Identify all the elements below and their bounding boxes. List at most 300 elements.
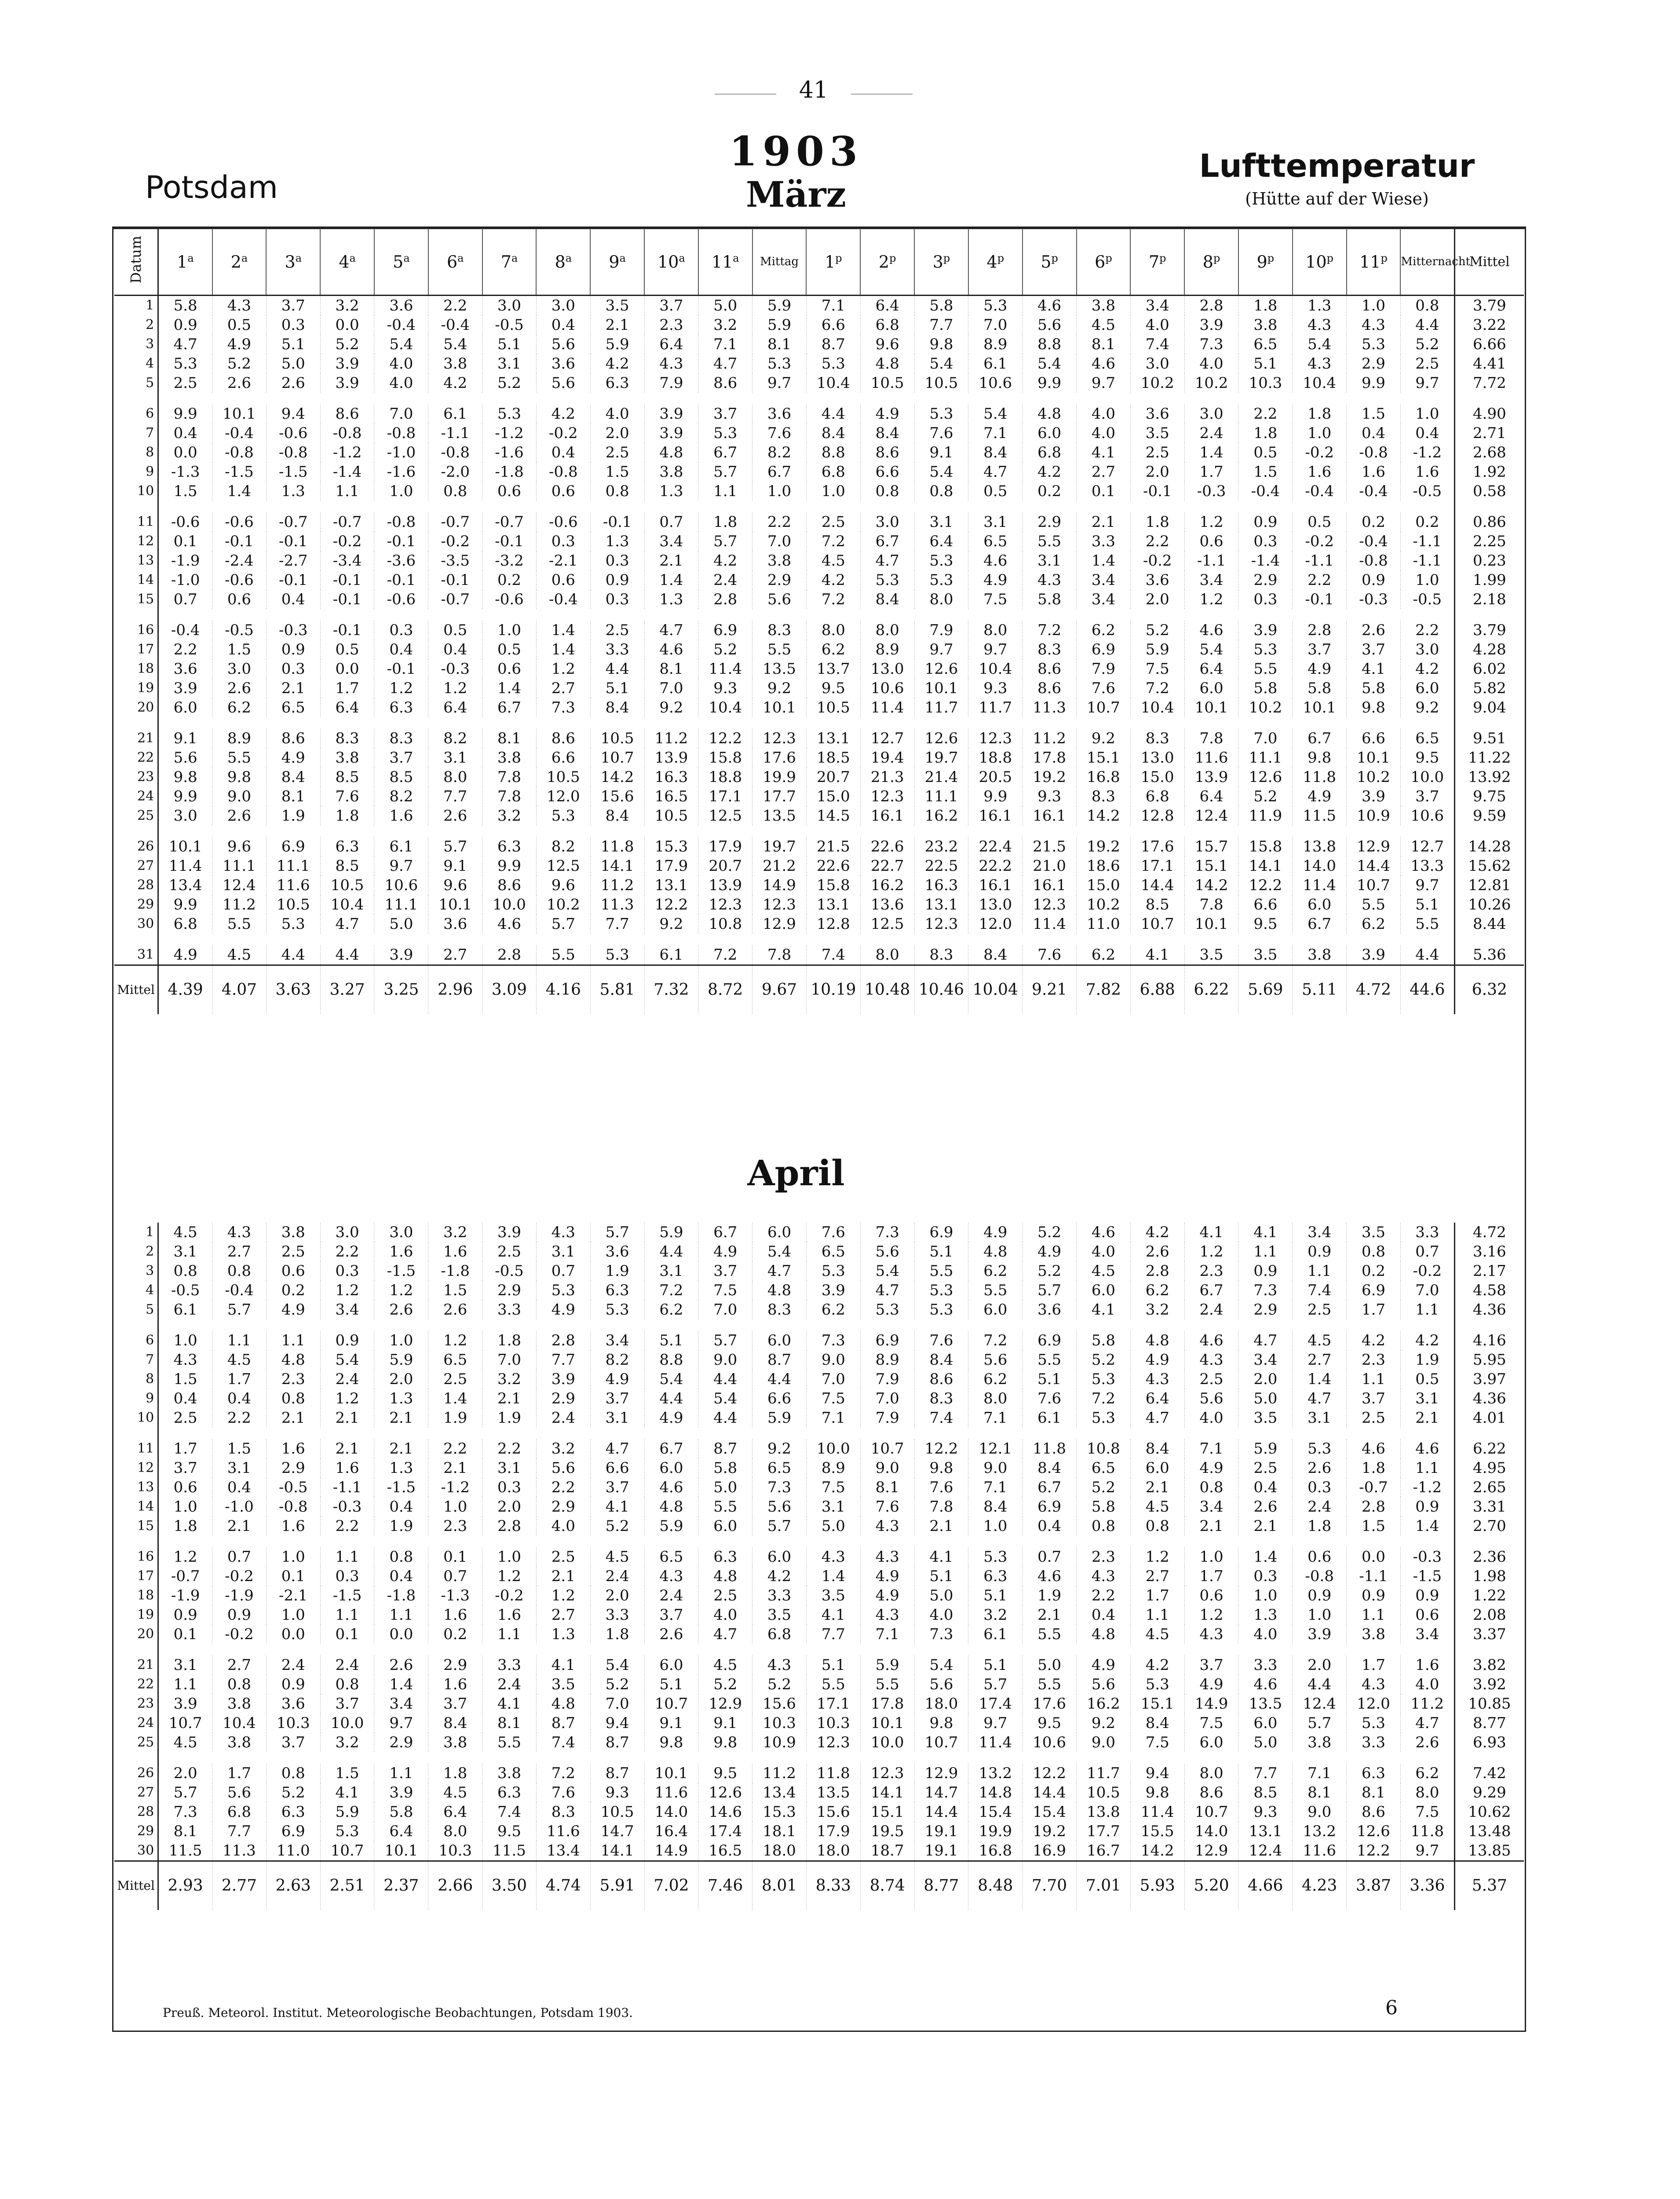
hourly-value: 19.1: [914, 1841, 968, 1861]
day-cell: 30: [114, 914, 158, 934]
hourly-value: 4.9: [1293, 659, 1347, 679]
hourly-value: 9.6: [536, 876, 590, 895]
hourly-value: 6.4: [914, 532, 968, 551]
hourly-value: 5.3: [914, 570, 968, 590]
hourly-value: 5.2: [1023, 1223, 1077, 1242]
hourly-value: 6.4: [860, 296, 914, 316]
hourly-value: 9.8: [914, 1713, 968, 1733]
hourly-value: 16.8: [1077, 767, 1131, 787]
gap-cell: [212, 501, 267, 512]
gap-cell: [1130, 501, 1184, 512]
hourly-value: 0.4: [1238, 1478, 1293, 1497]
hourly-value: 11.8: [1400, 1822, 1454, 1841]
hourly-value: 5.8: [1077, 1331, 1131, 1350]
hourly-value: 6.8: [1023, 443, 1077, 462]
table-row: [114, 1370, 1524, 1389]
hourly-value: 5.3: [1130, 1675, 1184, 1694]
hourly-value: 0.3: [590, 590, 644, 609]
hourly-value: 0.9: [158, 1605, 212, 1625]
hourly-value: 1.7: [320, 679, 374, 698]
hourly-value: 9.2: [1077, 1713, 1131, 1733]
gap-cell: [644, 826, 698, 837]
hourly-value: 3.3: [1400, 1223, 1454, 1242]
hourly-value: 8.7: [752, 1350, 807, 1370]
hourly-value: 8.6: [914, 1370, 968, 1389]
hourly-value: 1.9: [482, 1408, 537, 1428]
gap-cell: [860, 1752, 914, 1764]
hourly-value: 5.3: [914, 404, 968, 424]
hourly-value: 5.6: [752, 590, 807, 609]
hourly-value: 8.2: [590, 1350, 644, 1370]
gap-cell: [482, 1428, 537, 1439]
hourly-value: -0.4: [536, 590, 590, 609]
hourly-value: 1.0: [968, 1516, 1023, 1536]
gap-cell: [1400, 1644, 1454, 1655]
hourly-value: -0.5: [482, 315, 537, 335]
hourly-value: 10.1: [1184, 914, 1238, 934]
gap-cell: [1077, 1428, 1131, 1439]
daily-mean: 5.36: [1454, 945, 1524, 965]
hourly-value: 3.7: [590, 1389, 644, 1408]
hourly-value: 6.0: [1023, 424, 1077, 443]
hourly-value: 5.9: [374, 1350, 428, 1370]
hourly-value: -0.8: [374, 424, 428, 443]
gap-cell: [374, 717, 428, 729]
hourly-value: 6.2: [644, 1300, 698, 1319]
hourly-value: 2.1: [266, 1408, 320, 1428]
hourly-value: 4.3: [1023, 570, 1077, 590]
datum-label: Datum: [128, 236, 145, 284]
hourly-value: 9.9: [158, 404, 212, 424]
hourly-value: 3.2: [536, 1439, 590, 1458]
hourly-value: 8.6: [266, 729, 320, 748]
hourly-value: 13.8: [1077, 1802, 1131, 1822]
hourly-value: 11.7: [968, 698, 1023, 717]
hourly-value: 1.4: [374, 1675, 428, 1694]
hourly-value: 1.5: [1347, 1516, 1401, 1536]
table-row: [114, 1675, 1524, 1694]
hourly-value: 8.2: [752, 443, 807, 462]
hourly-value: 9.4: [1130, 1764, 1184, 1783]
hourly-value: 10.2: [1347, 767, 1401, 787]
hourly-value: 7.6: [914, 1331, 968, 1350]
hourly-value: 5.8: [374, 1802, 428, 1822]
hourly-value: 7.0: [1400, 1281, 1454, 1300]
gap-cell: [806, 1319, 860, 1331]
daily-mean: 7.72: [1454, 373, 1524, 393]
hourly-value: 2.3: [266, 1370, 320, 1389]
table-row: [114, 315, 1524, 335]
hourly-value: 4.5: [1293, 1331, 1347, 1350]
hourly-mean: 3.36: [1400, 1861, 1454, 1910]
hour-number: 1: [177, 252, 188, 272]
hourly-value: 5.2: [1130, 621, 1184, 640]
hourly-value: 4.5: [158, 1223, 212, 1242]
hourly-value: 2.0: [1130, 590, 1184, 609]
hourly-value: 3.4: [1184, 570, 1238, 590]
hourly-value: 6.3: [968, 1567, 1023, 1586]
hourly-value: 0.6: [1293, 1547, 1347, 1567]
hourly-value: 3.2: [1130, 1300, 1184, 1319]
hourly-value: 5.4: [698, 1389, 752, 1408]
hourly-mean: 3.25: [374, 965, 428, 1015]
hourly-value: 7.6: [1077, 679, 1131, 698]
hourly-value: 5.4: [752, 1242, 807, 1261]
hourly-value: 2.9: [1238, 1300, 1293, 1319]
hourly-value: 3.9: [536, 1370, 590, 1389]
hourly-value: 3.6: [266, 1694, 320, 1713]
hourly-value: 2.6: [212, 806, 267, 826]
gap-cell: [266, 501, 320, 512]
hourly-value: 6.1: [374, 837, 428, 856]
column-header-hour: [1293, 229, 1347, 296]
day-cell: 12: [114, 1458, 158, 1478]
hourly-value: 0.8: [860, 482, 914, 501]
hourly-value: 4.3: [806, 1547, 860, 1567]
header-row: [114, 229, 1524, 296]
hourly-value: 2.8: [1293, 621, 1347, 640]
hourly-value: 14.7: [590, 1822, 644, 1841]
gap-cell: [1293, 501, 1347, 512]
hourly-value: 2.1: [914, 1516, 968, 1536]
gap-cell: [914, 1536, 968, 1547]
hourly-value: 5.2: [1077, 1478, 1131, 1497]
hourly-value: 8.8: [644, 1350, 698, 1370]
hourly-value: 5.9: [1130, 640, 1184, 659]
hourly-value: 5.2: [482, 373, 537, 393]
hourly-value: 4.1: [536, 1655, 590, 1675]
daily-mean: 2.25: [1454, 532, 1524, 551]
hourly-value: 2.0: [374, 1370, 428, 1389]
gap-cell: [374, 1536, 428, 1547]
table-row: [114, 1281, 1524, 1300]
gap-cell: [752, 1644, 807, 1655]
hourly-value: 1.8: [1238, 296, 1293, 316]
gap-cell: [428, 1319, 482, 1331]
hourly-mean: 10.46: [914, 965, 968, 1015]
hourly-value: 4.9: [1023, 1242, 1077, 1261]
hourly-mean: 3.50: [482, 1861, 537, 1910]
hourly-value: 4.4: [698, 1408, 752, 1428]
hourly-value: 4.5: [1077, 1261, 1131, 1281]
hourly-value: 5.2: [1023, 1261, 1077, 1281]
hourly-value: 2.9: [1347, 354, 1401, 373]
hourly-mean: 3.87: [1347, 1861, 1401, 1910]
gap-cell: [1077, 1536, 1131, 1547]
hourly-value: 5.4: [590, 1655, 644, 1675]
hourly-value: 1.1: [320, 1547, 374, 1567]
day-cell: 5: [114, 1300, 158, 1319]
table-row: [114, 945, 1524, 965]
gap-cell: [1184, 1536, 1238, 1547]
gap-cell: [1347, 1644, 1401, 1655]
hourly-value: 7.8: [482, 767, 537, 787]
hourly-value: 2.1: [1400, 1408, 1454, 1428]
hourly-value: 3.0: [320, 1223, 374, 1242]
hourly-value: 6.5: [1238, 335, 1293, 354]
column-header-hour: [428, 229, 482, 296]
hourly-value: 4.6: [1077, 354, 1131, 373]
hourly-value: 0.2: [1347, 512, 1401, 532]
gap-cell: [1347, 717, 1401, 729]
hourly-value: 9.3: [1238, 1802, 1293, 1822]
day-cell: 10: [114, 1408, 158, 1428]
hourly-value: 3.9: [158, 679, 212, 698]
day-cell: 22: [114, 748, 158, 767]
hourly-value: 3.7: [320, 1694, 374, 1713]
hourly-value: -1.0: [158, 570, 212, 590]
hourly-value: 15.8: [806, 876, 860, 895]
hourly-value: 1.8: [158, 1516, 212, 1536]
hourly-value: 3.5: [536, 1675, 590, 1694]
day-cell: 19: [114, 679, 158, 698]
hourly-value: 5.8: [698, 1458, 752, 1478]
hourly-value: 8.3: [752, 621, 807, 640]
hourly-value: 4.3: [644, 1567, 698, 1586]
hourly-value: 0.9: [158, 315, 212, 335]
hourly-value: 7.6: [752, 424, 807, 443]
hourly-value: 0.9: [266, 640, 320, 659]
hourly-mean: 8.33: [806, 1861, 860, 1910]
hourly-value: 19.2: [1023, 767, 1077, 787]
hourly-value: 8.4: [590, 698, 644, 717]
hourly-value: 4.1: [1130, 945, 1184, 965]
hourly-value: 4.4: [644, 1389, 698, 1408]
hourly-value: 1.1: [1130, 1605, 1184, 1625]
hourly-value: 6.7: [1184, 1281, 1238, 1300]
hourly-value: 5.4: [428, 335, 482, 354]
hourly-value: 3.6: [752, 404, 807, 424]
hourly-value: 0.6: [536, 482, 590, 501]
hourly-value: 4.5: [1130, 1625, 1184, 1644]
hourly-value: 7.4: [914, 1408, 968, 1428]
hourly-mean: 8.48: [968, 1861, 1023, 1910]
gap-cell: [158, 609, 212, 621]
gap-cell: [590, 717, 644, 729]
hourly-value: 9.9: [158, 787, 212, 806]
hourly-value: 10.4: [320, 895, 374, 914]
gap-cell: [698, 1644, 752, 1655]
hourly-value: 5.8: [1023, 590, 1077, 609]
hourly-value: 18.5: [806, 748, 860, 767]
hourly-value: 5.0: [914, 1586, 968, 1605]
hourly-value: 1.5: [158, 1370, 212, 1389]
hourly-value: 3.9: [374, 945, 428, 965]
daily-mean: 0.86: [1454, 512, 1524, 532]
hourly-value: 2.0: [1130, 462, 1184, 482]
hourly-value: 4.2: [1023, 462, 1077, 482]
hourly-value: -0.2: [428, 532, 482, 551]
hourly-value: -0.1: [266, 570, 320, 590]
hourly-value: 2.4: [320, 1655, 374, 1675]
hourly-value: 4.9: [266, 1300, 320, 1319]
hourly-value: 5.1: [644, 1331, 698, 1350]
hourly-value: 14.8: [968, 1783, 1023, 1802]
hourly-value: 0.5: [968, 482, 1023, 501]
daily-mean: 6.22: [1454, 1439, 1524, 1458]
hourly-value: 9.0: [1077, 1733, 1131, 1752]
hourly-value: 12.3: [806, 1733, 860, 1752]
gap-cell: [320, 1644, 374, 1655]
hourly-value: -0.1: [590, 512, 644, 532]
hourly-value: 2.4: [266, 1655, 320, 1675]
table-row: [114, 1439, 1524, 1458]
hour-suffix: a: [187, 252, 194, 264]
gap-cell: [428, 717, 482, 729]
gap-cell: [1023, 1428, 1077, 1439]
hourly-value: 1.1: [1293, 1261, 1347, 1281]
hourly-mean: 8.01: [752, 1861, 807, 1910]
hourly-value: -0.1: [374, 659, 428, 679]
gap-cell: [1077, 393, 1131, 404]
hourly-value: 10.0: [1400, 767, 1454, 787]
gap-cell: [536, 1319, 590, 1331]
hourly-value: 16.1: [1023, 876, 1077, 895]
hourly-value: 9.7: [968, 640, 1023, 659]
gap-cell: [914, 1752, 968, 1764]
hourly-value: 3.9: [320, 354, 374, 373]
hour-suffix: a: [241, 252, 248, 264]
hourly-value: 6.7: [752, 462, 807, 482]
hourly-value: 4.6: [968, 551, 1023, 570]
hourly-value: 0.3: [1293, 1478, 1347, 1497]
gap-cell: [114, 501, 158, 512]
gap-cell: [1400, 934, 1454, 945]
hourly-value: 7.4: [806, 945, 860, 965]
hourly-value: 6.7: [698, 1223, 752, 1242]
hourly-value: 5.4: [914, 354, 968, 373]
hourly-value: 10.0: [320, 1713, 374, 1733]
hourly-value: 6.0: [968, 1300, 1023, 1319]
hourly-value: 18.1: [752, 1822, 807, 1841]
hourly-value: -0.4: [212, 1281, 267, 1300]
column-header-hour: [860, 229, 914, 296]
hourly-value: 7.2: [1023, 621, 1077, 640]
hourly-value: 3.1: [644, 1261, 698, 1281]
hourly-value: 1.4: [1400, 1516, 1454, 1536]
gap-cell: [1400, 393, 1454, 404]
gap-cell: [1077, 934, 1131, 945]
gap-cell: [644, 1319, 698, 1331]
gap-cell: [266, 1536, 320, 1547]
gap-cell: [320, 1428, 374, 1439]
day-cell: 23: [114, 767, 158, 787]
hourly-value: 5.6: [1077, 1675, 1131, 1694]
hourly-value: 1.3: [644, 482, 698, 501]
hourly-value: 1.1: [482, 1625, 537, 1644]
hourly-value: 11.0: [1077, 914, 1131, 934]
hourly-value: 5.2: [590, 1675, 644, 1694]
hourly-value: 2.6: [428, 1300, 482, 1319]
gap-cell: [644, 501, 698, 512]
hourly-value: 8.6: [1184, 1783, 1238, 1802]
table-row: [114, 443, 1524, 462]
hourly-value: 1.0: [158, 1497, 212, 1516]
hourly-value: 2.7: [212, 1655, 267, 1675]
hourly-mean: 8.72: [698, 965, 752, 1015]
hourly-value: -0.4: [428, 315, 482, 335]
table-row: [114, 532, 1524, 551]
hourly-value: -0.5: [158, 1281, 212, 1300]
hourly-mean: 5.69: [1238, 965, 1293, 1015]
gap-cell: [860, 1644, 914, 1655]
hourly-value: 5.3: [914, 1300, 968, 1319]
gap-cell: [114, 393, 158, 404]
hourly-value: 1.0: [428, 1497, 482, 1516]
hourly-value: 1.6: [428, 1605, 482, 1625]
hourly-value: 1.4: [806, 1567, 860, 1586]
hourly-value: 0.8: [374, 1547, 428, 1567]
hourly-value: 0.9: [1293, 1586, 1347, 1605]
hourly-value: -0.8: [320, 424, 374, 443]
hourly-value: 2.2: [536, 1478, 590, 1497]
hourly-value: 5.3: [536, 806, 590, 826]
hourly-value: 4.3: [860, 1547, 914, 1567]
hourly-value: -0.8: [1347, 551, 1401, 570]
hourly-value: 15.3: [644, 837, 698, 856]
hourly-value: 0.2: [482, 570, 537, 590]
hourly-value: 4.1: [1077, 1300, 1131, 1319]
hourly-value: 8.5: [374, 767, 428, 787]
hourly-value: 15.1: [860, 1802, 914, 1822]
hourly-value: 8.3: [1023, 640, 1077, 659]
hourly-value: 9.2: [1400, 698, 1454, 717]
hourly-value: 0.9: [1347, 1586, 1401, 1605]
hourly-value: 3.8: [266, 1223, 320, 1242]
hourly-value: 5.1: [266, 335, 320, 354]
hourly-value: 9.9: [968, 787, 1023, 806]
hourly-value: 7.8: [482, 787, 537, 806]
daily-mean: 12.81: [1454, 876, 1524, 895]
hour-suffix: a: [733, 252, 739, 264]
hourly-value: 12.1: [968, 1439, 1023, 1458]
hourly-value: -0.2: [1400, 1261, 1454, 1281]
hourly-value: 21.3: [860, 767, 914, 787]
hourly-value: 8.3: [752, 1300, 807, 1319]
hourly-value: 5.9: [590, 335, 644, 354]
hourly-value: 4.1: [1238, 1223, 1293, 1242]
hourly-value: 8.6: [536, 729, 590, 748]
hourly-value: 3.9: [644, 404, 698, 424]
hourly-value: 7.7: [212, 1822, 267, 1841]
table-row: [114, 1586, 1524, 1605]
hour-number: 6: [446, 252, 458, 272]
hourly-value: 10.7: [1184, 1802, 1238, 1822]
hourly-value: 1.8: [320, 806, 374, 826]
hourly-value: 7.6: [914, 424, 968, 443]
hourly-value: 0.2: [1023, 482, 1077, 501]
hourly-value: -0.3: [428, 659, 482, 679]
hourly-value: 1.0: [1238, 1586, 1293, 1605]
gap-cell: [1184, 1644, 1238, 1655]
gap-cell: [1077, 1644, 1131, 1655]
hourly-value: 3.7: [266, 1733, 320, 1752]
hourly-value: 0.0: [320, 315, 374, 335]
hourly-value: 1.2: [536, 1586, 590, 1605]
hourly-value: 9.2: [644, 698, 698, 717]
footer-number: 6: [1385, 1997, 1398, 2019]
hourly-value: 3.4: [1184, 1497, 1238, 1516]
hourly-value: 1.9: [428, 1408, 482, 1428]
gap-cell: [698, 501, 752, 512]
gap-cell: [698, 1536, 752, 1547]
gap-cell: [1347, 609, 1401, 621]
hourly-value: 23.2: [914, 837, 968, 856]
hourly-value: 10.1: [644, 1764, 698, 1783]
hourly-value: 5.1: [1023, 1370, 1077, 1389]
hourly-value: 16.5: [698, 1841, 752, 1861]
hourly-value: 5.5: [212, 748, 267, 767]
